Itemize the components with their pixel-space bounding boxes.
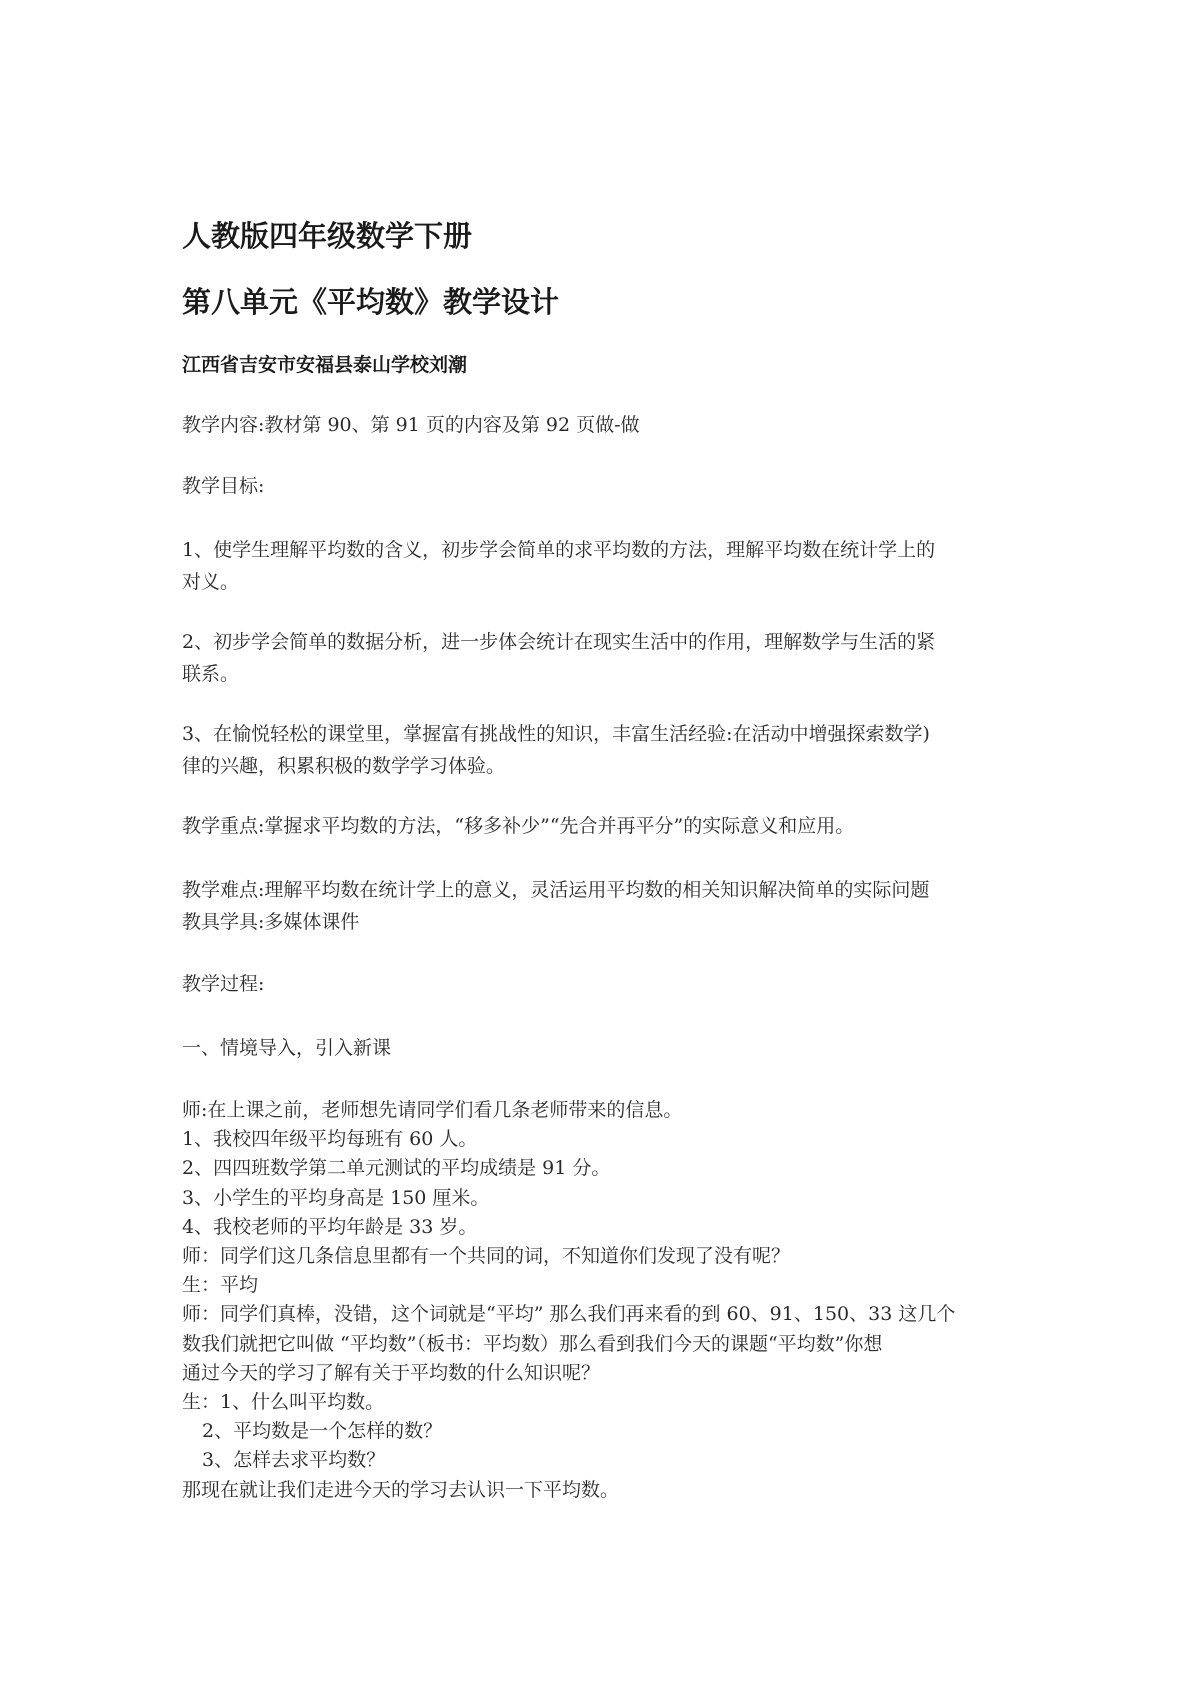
- dialogue-line: 生：1、什么叫平均数。: [182, 1391, 385, 1414]
- teaching-aids-text: 教具学具:多媒体课件: [182, 911, 360, 933]
- dialogue-line: 3、怎样去求平均数？: [202, 1449, 386, 1472]
- key-point-text: 教学重点:掌握求平均数的方法，“移多补少”“先合并再平分”的实际意义和应用。: [182, 815, 855, 837]
- process-heading-text: 教学过程:: [182, 973, 265, 995]
- goal-1: [182, 534, 1022, 598]
- dialogue-line: 师:在上课之前，老师想先请同学们看几条老师带来的信息。: [182, 1099, 683, 1121]
- dialogue-line: 那现在就让我们走进今天的学习去认识一下平均数。: [182, 1478, 620, 1501]
- difficulty-text: 教学难点:理解平均数在统计学上的意义，灵活运用平均数的相关知识解决简单的实际问题: [182, 879, 930, 901]
- dialogue: [182, 1096, 1022, 1505]
- process-heading: [182, 968, 1022, 1000]
- key-point: [182, 810, 1022, 842]
- dialogue-line: 4、我校老师的平均年龄是 33 岁。: [182, 1215, 478, 1238]
- section-1-heading: [182, 1032, 1022, 1064]
- dialogue-line: 3、小学生的平均身高是 150 厘米。: [182, 1186, 490, 1209]
- teaching-content: [182, 409, 1022, 441]
- goal-2: [182, 626, 1022, 690]
- goal-1-line-2: 对义。: [182, 571, 240, 593]
- section-1-heading-text: 一、情境导入，引入新课: [182, 1037, 392, 1059]
- document-title: 人教版四年级数学下册: [182, 219, 473, 253]
- dialogue-line: 2、四四班数学第二单元测试的平均成绩是 91 分。: [182, 1157, 611, 1180]
- goal-3-line-1: 3、在愉悦轻松的课堂里，掌握富有挑战性的知识，丰富生活经验:在活动中增强探索数学): [182, 723, 930, 745]
- goal-2-line-1: 2、初步学会简单的数据分析，进一步体会统计在现实生活中的作用，理解数学与生活的紧: [182, 631, 936, 653]
- teaching-content-text: 教学内容:教材第 90、第 91 页的内容及第 92 页做-做: [182, 414, 640, 436]
- document-author: 江西省吉安市安福县泰山学校刘潮: [182, 354, 468, 376]
- dialogue-line: 师：同学们真棒，没错，这个词就是“平均” 那么我们再来看的到 60、91、150、33 这几个: [182, 1303, 956, 1326]
- dialogue-line: 师：同学们这几条信息里都有一个共同的词，不知道你们发现了没有呢？: [182, 1245, 791, 1268]
- document-subtitle: 第八单元《平均数》教学设计: [182, 285, 560, 319]
- goal-2-line-2: 联系。: [182, 663, 240, 685]
- goal-3-line-2: 律的兴趣，积累积极的数学学习体验。: [182, 755, 506, 777]
- dialogue-line: 生：平均: [182, 1274, 259, 1297]
- dialogue-line: 数我们就把它叫做 “平均数”（板书：平均数）那么看到我们今天的课题“平均数”你想: [182, 1332, 883, 1355]
- goal-1-line-1: 1、使学生理解平均数的含义，初步学会简单的求平均数的方法，理解平均数在统计学上的: [182, 539, 936, 561]
- goal-3: [182, 718, 1022, 782]
- dialogue-line: 1、我校四年级平均每班有 60 人。: [182, 1128, 478, 1151]
- goals-heading: [182, 470, 1022, 502]
- goals-heading-text: 教学目标:: [182, 475, 265, 497]
- dialogue-line: 2、平均数是一个怎样的数？: [202, 1420, 443, 1443]
- difficulty: [182, 874, 1022, 938]
- dialogue-line: 通过今天的学习了解有关于平均数的什么知识呢？: [182, 1361, 601, 1384]
